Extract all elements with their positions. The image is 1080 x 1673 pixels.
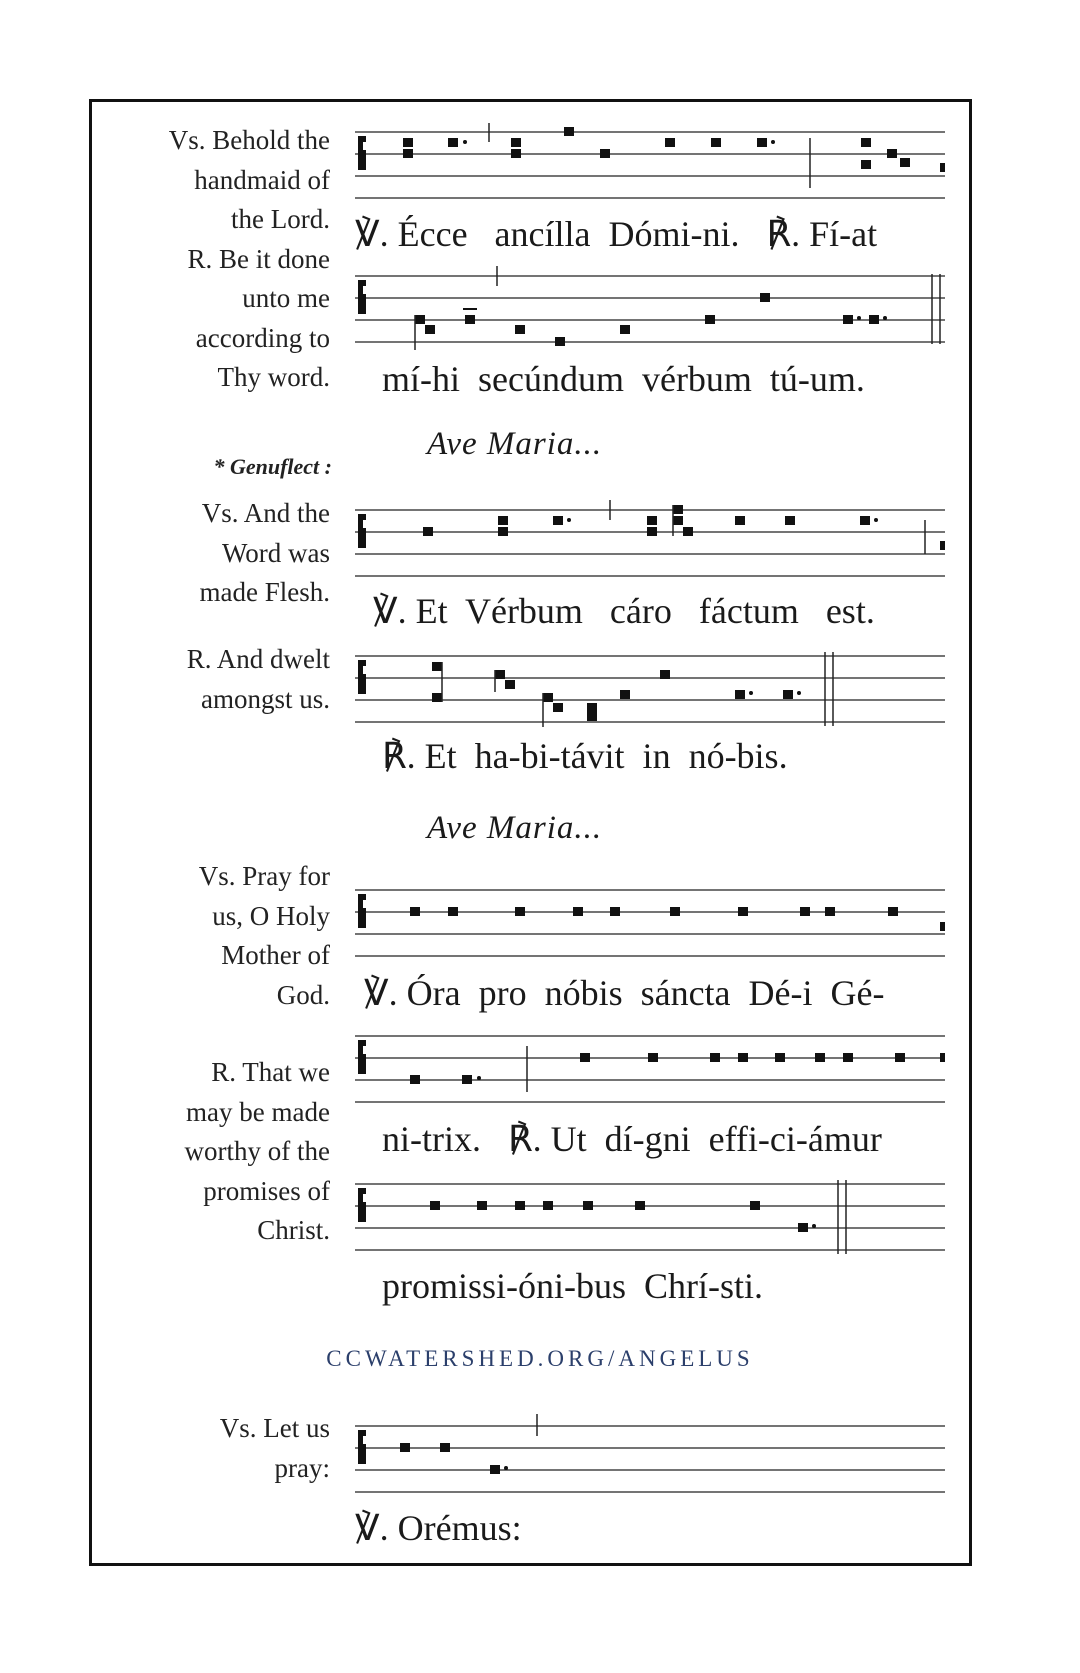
chant-staff-6 (355, 1032, 945, 1102)
translation-line: Vs. Pray for (198, 861, 330, 891)
translation-line: Thy word. (217, 362, 330, 392)
footer-url[interactable]: CCWATERSHED.ORG/ANGELUS (326, 1346, 754, 1371)
lyric-line-6: ni-trix. ℟. Ut dí-gni effi-ci-ámur (355, 1119, 882, 1159)
translation-line: according to (195, 322, 330, 353)
genuflect-instruction: * Genuflect : (213, 454, 332, 479)
lyric-line-2: mí-hi secúndum vérbum tú-um. (355, 359, 865, 399)
chant-staff-5 (355, 886, 945, 956)
translation-line: us, O Holy (212, 900, 330, 931)
translation-line: unto me (242, 283, 330, 313)
translation-line: handmaid of (194, 164, 330, 195)
translation-line: R. That we (211, 1057, 330, 1087)
lyric-line-4: ℟. Et ha-bi-távit in nó-bis. (355, 736, 788, 776)
translation-line: may be made (186, 1096, 330, 1127)
translation-line: Vs. Let us (219, 1413, 330, 1443)
chant-staff-4 (355, 652, 945, 722)
translation-word-made-flesh (110, 494, 330, 613)
lyric-line-8: ℣. Orémus: (355, 1508, 522, 1548)
translation-line: God. (276, 979, 330, 1010)
ave-maria-2: Ave Maria... (427, 810, 603, 846)
translation-line: the Lord. (231, 204, 330, 234)
lyric-line-3: ℣. Et Vérbum cáro fáctum est. (355, 591, 875, 631)
chant-staff-1 (355, 128, 945, 198)
chant-staff-3 (355, 506, 945, 576)
lyric-line-7: promissi-óni-bus Chrí-sti. (355, 1266, 764, 1306)
translation-line: Word was (221, 537, 330, 568)
translation-dwelt-amongst (110, 640, 330, 719)
chant-staff-7 (355, 1180, 945, 1250)
translation-line: Christ. (257, 1215, 330, 1245)
translation-line: amongst us. (200, 683, 330, 714)
translation-pray-for-us (110, 857, 330, 1015)
lyric-line-5: ℣. Óra pro nóbis sáncta Dé-i Gé- (355, 973, 885, 1013)
lyric-line-1: ℣. Écce ancílla Dómi-ni. ℟. Fí-at (355, 214, 878, 254)
translation-that-we-may (110, 1053, 330, 1251)
translation-line: promises of (203, 1175, 330, 1206)
translation-line: pray: (274, 1452, 330, 1483)
translation-line: worthy of the (184, 1136, 330, 1166)
translation-line: Mother of (221, 940, 330, 970)
translation-line: R. Be it done (187, 243, 330, 274)
translation-behold (110, 121, 330, 398)
translation-line: made Flesh. (199, 577, 330, 607)
translation-line: R. And dwelt (186, 644, 330, 674)
ave-maria-1: Ave Maria... (427, 426, 603, 462)
translation-line: Vs. And the (201, 498, 330, 528)
translation-line: Vs. Behold the (168, 125, 330, 155)
translation-let-us-pray (110, 1409, 330, 1488)
chant-staff-8 (355, 1422, 945, 1492)
chant-staff-2 (355, 272, 945, 342)
